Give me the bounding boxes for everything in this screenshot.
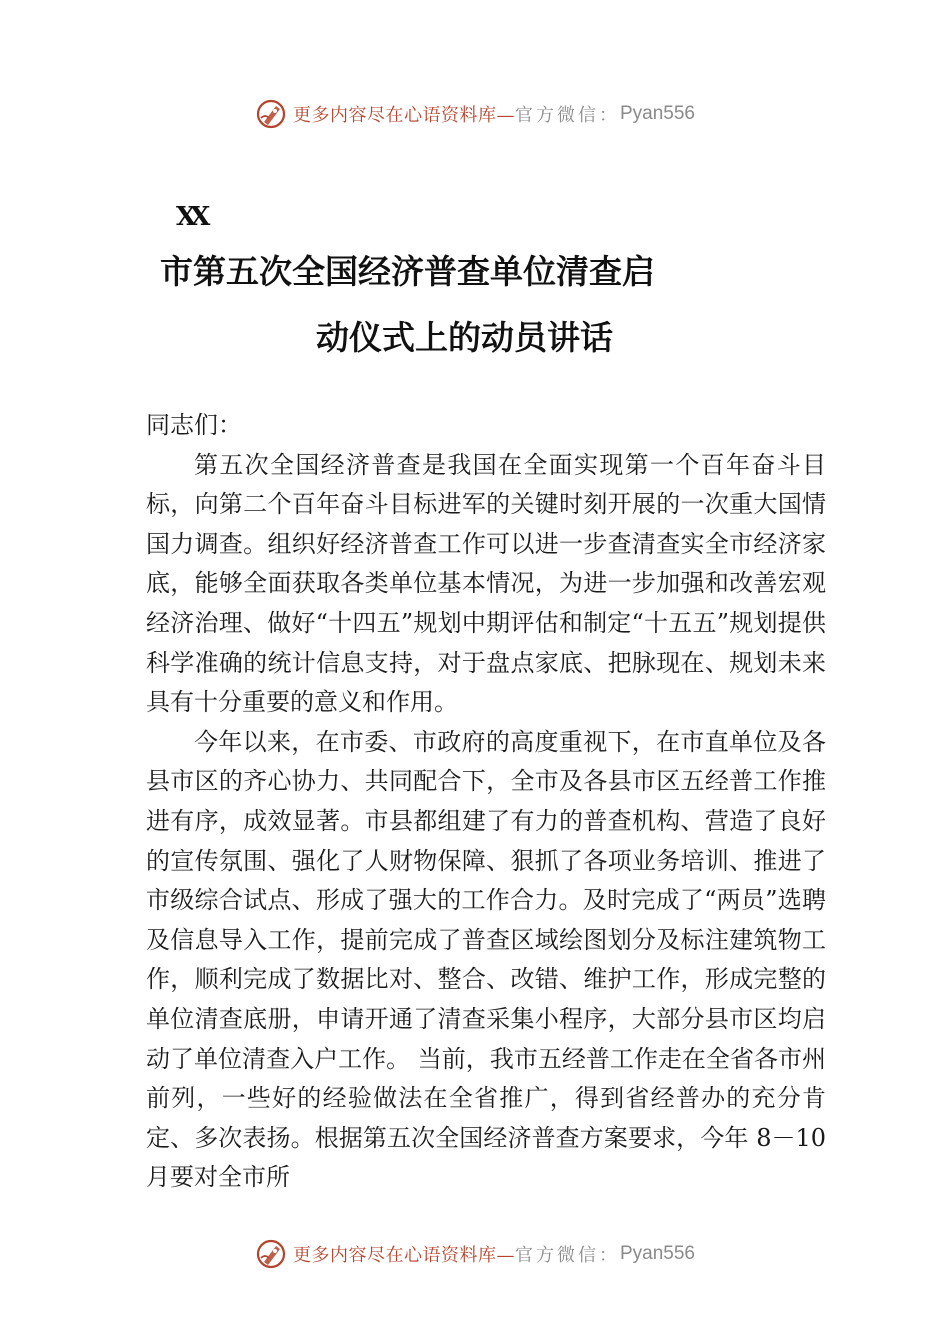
watermark-wechat-id: Pyan556 xyxy=(619,103,695,124)
watermark-brand-text: 更多内容尽在心语资料库— xyxy=(292,1245,515,1266)
pen-nib-logo-icon xyxy=(255,98,287,130)
document-title-line-2: 动仪式上的动员讲话 xyxy=(316,318,613,357)
watermark-brand-text: 更多内容尽在心语资料库— xyxy=(292,105,515,126)
salutation: 同志们： xyxy=(146,411,242,439)
document-body xyxy=(146,406,826,1198)
watermark-wechat-label: 官方微信： xyxy=(514,105,620,126)
pen-nib-logo-icon xyxy=(255,1238,287,1270)
document-title-line-1: 市第五次全国经济普查单位清查启 xyxy=(160,252,655,291)
header-watermark-banner xyxy=(0,94,950,134)
paragraph-1: 第五次全国经济普查是我国在全面实现第一个百年奋斗目标，向第二个百年奋斗目标进军的关键时刻开展的一次重大国情国力调查。组织好经济普查工作可以进一步查清查实全市经济家底，能够全面获取各类单位基本情况，为进一步加强和改善宏观经济治理、做好“十四五”规划中期评估和制定“十五五”规划提供科学准确的统计信息支持，对于盘点家底、把脉现在、规划未来具有十分重要的意义和作用。 xyxy=(146,450,826,717)
watermark-wechat-label: 官方微信： xyxy=(514,1245,620,1266)
title-prefix: XX xyxy=(176,202,205,232)
footer-watermark-banner xyxy=(0,1234,950,1274)
watermark-wechat-id: Pyan556 xyxy=(619,1243,695,1264)
paragraph-2: 今年以来，在市委、市政府的高度重视下，在市直单位及各县市区的齐心协力、共同配合下，全市及各县市区五经普工作推进有序，成效显著。市县都组建了有力的普查机构、营造了良好的宣传氛围、强化了人财物保障、狠抓了各项业务培训、推进了市级综合试点、形成了强大的工作合力。及时完成了“两员”选聘及信息导入工作，提前完成了普查区域绘图划分及标注建筑物工作，顺利完成了数据比对、整合、改错、维护工作，形成完整的单位清查底册，申请开通了清查采集小程序，大部分县市区均启动了单位清查入户工作。 当前，我市五经普工作走在全省各市州前列，一些好的经验做法在全省推广，得到省经普办的充分肯定、多次表扬。根据第五次全国经济普查方案要求，今年 8－10 月要对全市所 xyxy=(146,727,826,1192)
